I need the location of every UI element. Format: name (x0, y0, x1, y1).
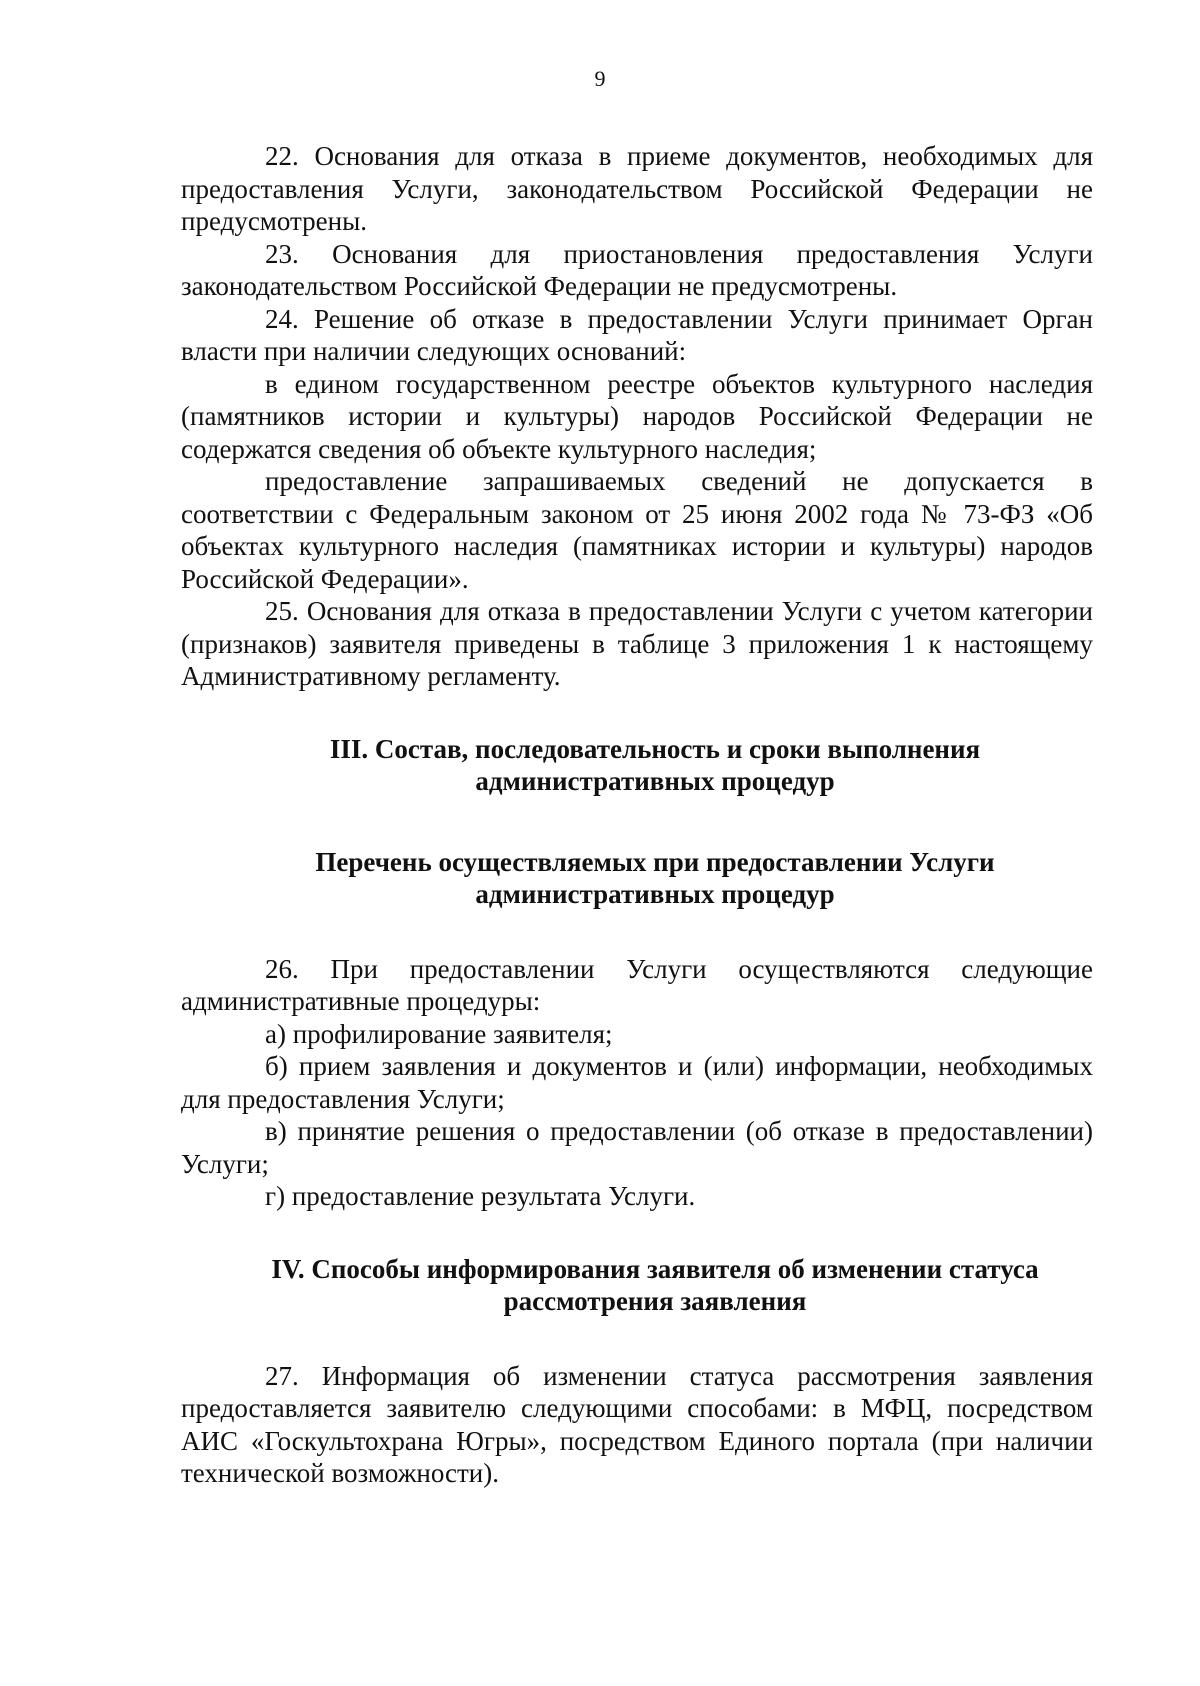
section-4-heading-line-2: рассмотрения заявления (503, 1286, 807, 1316)
document-body (181, 140, 1093, 1490)
paragraph-24-ground-1: в едином государственном реестре объектов культурного наследия (памятников истории и культуры) народов Российской Федерации не содержатся сведения об объекте культурного наследия; (181, 368, 1093, 464)
paragraph-25: 25. Основания для отказа в предоставлении Услуги с учетом категории (признаков) заявителя приведены в таблице 3 приложения 1 к настоящему Административному регламенту. (181, 596, 1093, 691)
paragraph-24-ground-2: предоставление запрашиваемых сведений не допускается в соответствии с Федеральным законом от 25 июня 2002 года № 73-ФЗ «Об объектах культурного наследия (памятниках истории и культуры) народов Российской Федерации». (181, 466, 1093, 594)
section-4-heading (181, 1253, 1093, 1318)
paragraph-22: 22. Основания для отказа в приеме документов, необходимых для предоставления Услуги, законодательством Российской Федерации не предусмотрены. (181, 141, 1093, 236)
section-4-heading-line-1: IV. Способы информирования заявителя об изменении статуса (271, 1253, 1039, 1284)
paragraph-23: 23. Основания для приостановления предоставления Услуги законодательством Российской Федерации не предусмотрены. (181, 238, 1093, 301)
section-3-subheading-line-2: административных процедур (475, 879, 835, 909)
list-item-b: б) прием заявления и документов и (или) информации, необходимых для предоставления Услуги; (181, 1051, 1093, 1114)
paragraph-24: 24. Решение об отказе в предоставлении Услуги принимает Орган власти при наличии следующих оснований: (181, 303, 1093, 366)
list-item-v: в) принятие решения о предоставлении (об отказе в предоставлении) Услуги; (181, 1116, 1093, 1179)
list-item-g: г) предоставление результата Услуги. (265, 1181, 696, 1211)
list-item-a: а) профилирование заявителя; (265, 1018, 613, 1049)
section-3-subheading (181, 846, 1093, 911)
section-3-heading-line-1: III. Состав, последовательность и сроки выполнения (329, 733, 981, 764)
page-number: 9 (594, 66, 606, 91)
section-3-subheading-line-1: Перечень осуществляемых при предоставлении Услуги (315, 846, 995, 877)
section-3-heading (181, 733, 1093, 798)
paragraph-27: 27. Информация об изменении статуса рассмотрения заявления предоставляется заявителю следующими способами: в МФЦ, посредством АИС «Госкультохрана Югры», посредством Единого портала (при наличии технической возможности). (181, 1360, 1093, 1488)
section-3-heading-line-2: административных процедур (475, 766, 835, 796)
paragraph-26: 26. При предоставлении Услуги осуществляются следующие административные процедуры: (181, 953, 1093, 1016)
